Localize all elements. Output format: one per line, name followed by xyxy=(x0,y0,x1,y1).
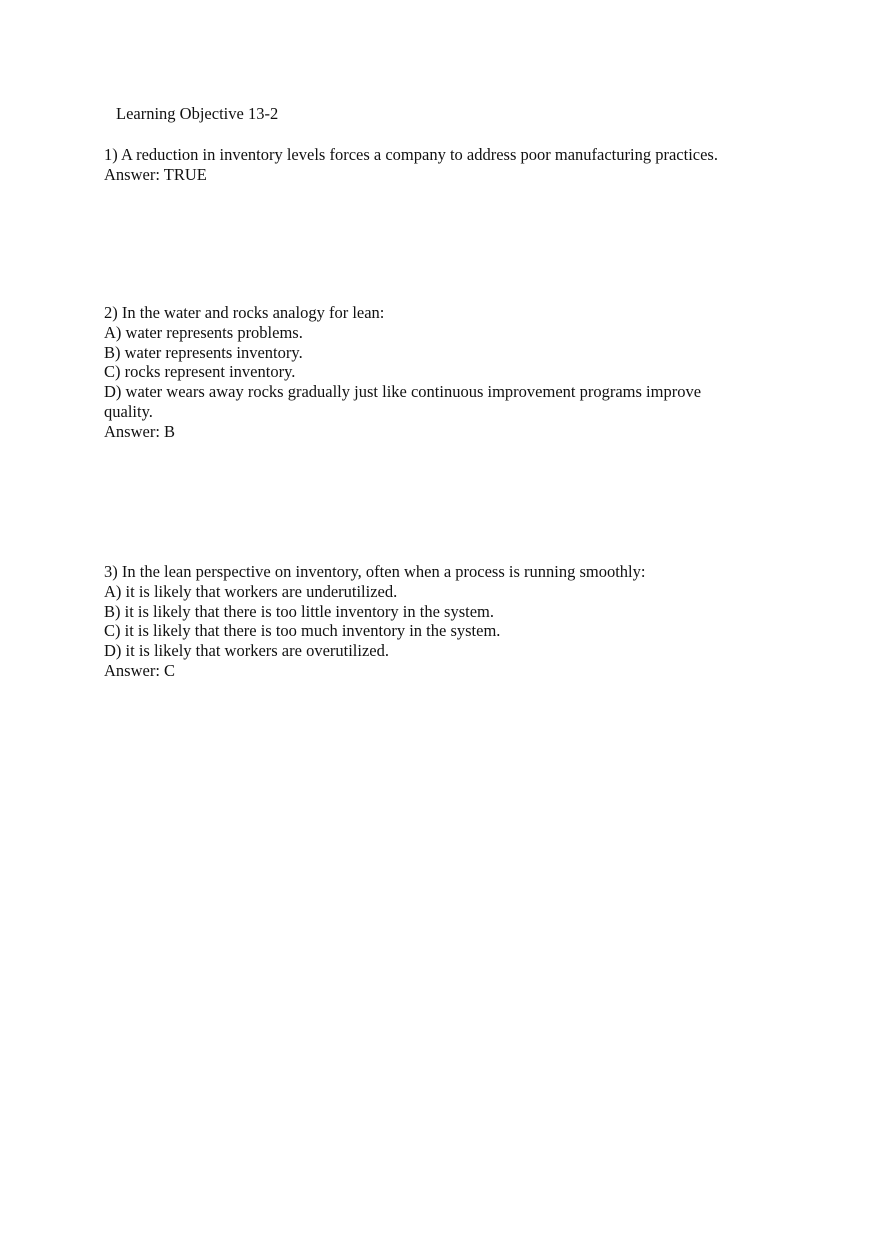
answer-value: B xyxy=(164,421,176,441)
answer-label: Answer: xyxy=(104,660,160,680)
question-prompt: 3) In the lean perspective on inventory, often when a process is running smoothly: xyxy=(104,562,646,581)
learning-objective-heading: Learning Objective 13-2 xyxy=(116,104,279,123)
answer-label: Answer: xyxy=(104,421,160,441)
question-prompt: 1) A reduction in inventory levels forces a company to address poor manufacturing practices. xyxy=(104,145,718,164)
option-d: D) it is likely that workers are overutilized. xyxy=(104,641,389,661)
question-1 xyxy=(104,145,754,185)
option-b: B) it is likely that there is too little inventory in the system. xyxy=(104,601,494,621)
option-a: A) it is likely that workers are underutilized. xyxy=(104,581,398,601)
option-c: C) rocks represent inventory. xyxy=(104,362,296,382)
option-b: B) water represents inventory. xyxy=(104,342,303,362)
question-prompt: 2) In the water and rocks analogy for lean: xyxy=(104,303,385,322)
option-d: D) water wears away rocks gradually just like continuous improvement programs improve quality. xyxy=(104,382,702,421)
answer-line xyxy=(104,422,754,442)
question-3 xyxy=(104,562,754,681)
answer-line xyxy=(104,661,754,681)
option-c: C) it is likely that there is too much inventory in the system. xyxy=(104,621,501,641)
option-a: A) water represents problems. xyxy=(104,322,303,342)
question-2 xyxy=(104,303,754,442)
answer-label: Answer: xyxy=(104,164,160,184)
answer-value: TRUE xyxy=(163,164,207,184)
answer-value: C xyxy=(164,660,176,680)
answer-line xyxy=(104,165,754,185)
